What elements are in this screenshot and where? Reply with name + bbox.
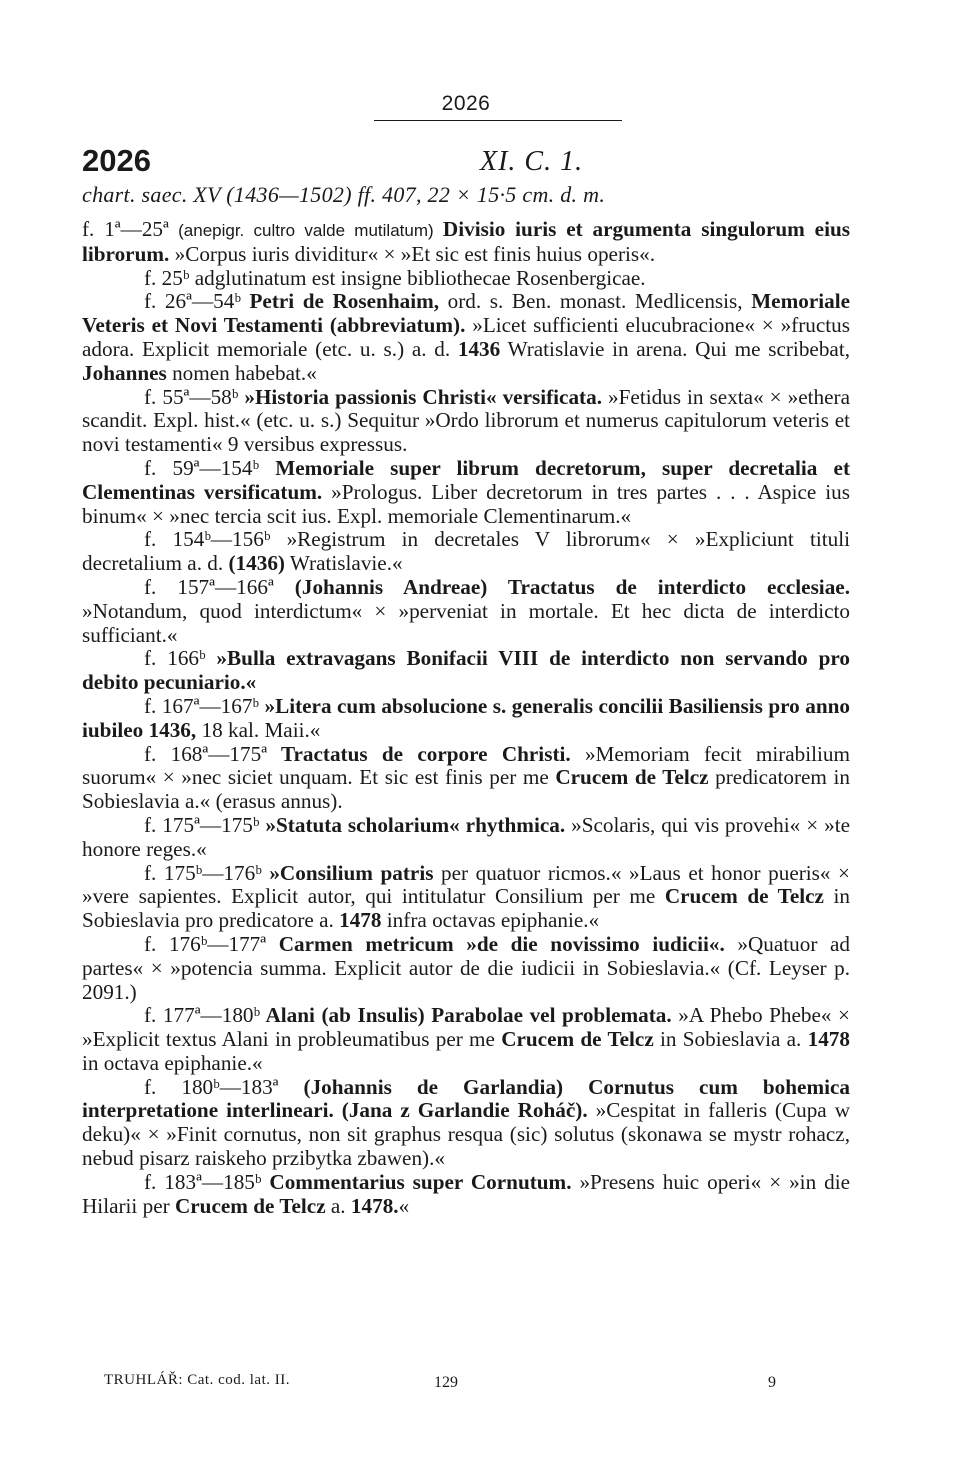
entry-text: »Quatuor ad partes« × »potencia summa. Explicit autor de die iudicii in Sobieslavia.« (Cf. Leyser p. 2091.) xyxy=(82,931,850,1004)
contents-list xyxy=(82,218,850,1218)
folio-range: f. 154ᵇ—156ᵇ xyxy=(144,527,271,552)
folio-range: f. 157ª—166ª xyxy=(144,574,274,599)
entry-title-2: versificata. xyxy=(496,384,603,409)
entry-title: »Consilium patris xyxy=(261,860,434,885)
entry-year: (1436) xyxy=(228,551,285,576)
entry-text-3: infra octavas epiphanie.« xyxy=(381,908,600,933)
entry-year: 1436 xyxy=(457,336,501,361)
entry-title: (Johannis de Garlandia) Cornutus cum bohemica interpretatione interlineari. (Jana z Garlandie Roháč). xyxy=(82,1074,850,1123)
page-footer xyxy=(82,1372,850,1396)
entry-text-2: predicatorem in Sobieslavia a.« (erasus annus). xyxy=(82,765,850,814)
entry-title-2: Memoriale Veteris et Novi Testamenti (abbreviatum). xyxy=(82,289,851,338)
list-item xyxy=(82,862,850,933)
entry-text: adglutinatum est insigne bibliothecae Rosenbergicae. xyxy=(189,265,646,290)
entry-title: Carmen metricum »de die novissimo iudicii«. xyxy=(266,931,725,956)
codex-description: chart. saec. XV (1436—1502) ff. 407, 22 × 15·5 cm. d. m. xyxy=(82,182,606,207)
catalogue-reference: TRUHLÁŘ: Cat. cod. lat. II. xyxy=(104,1372,290,1388)
scribe-name: Crucem de Telcz xyxy=(555,765,709,790)
entry-text: 18 kal. Maii.« xyxy=(196,717,321,742)
list-item xyxy=(82,576,850,647)
entry-text: »Prologus. Liber decretorum in tres partes . . . Aspice ius binum« × »nec tercia scit ius. Expl. memoriale Clementinarum.« xyxy=(82,479,850,528)
list-item xyxy=(82,290,850,385)
page-number: 129 xyxy=(434,1374,458,1391)
folio-range: f. 177ª—180ᵇ xyxy=(144,1003,261,1028)
entry-text: »A Phebo Phebe« × »Explicit textus Alani in probleumatibus per me xyxy=(82,1003,851,1052)
folio-range: f. 175ᵇ—176ᵇ xyxy=(144,860,262,885)
list-item xyxy=(82,386,850,457)
running-head-rule xyxy=(374,120,622,121)
entry-text: »Presens huic operi« × »in die Hilarii per xyxy=(82,1169,850,1218)
folio-range: f. 183ª—185ᵇ xyxy=(144,1169,262,1194)
entry-text-2: Wratislavie.« xyxy=(284,551,403,576)
entry-title: »Litera cum absolucione s. generalis concilii Basiliensis pro anno iubileo 1436, xyxy=(82,693,850,742)
entry-text: per quatuor ricmos.« »Laus et honor pueris« × »vere sapientes. Explicit autor, qui intitulatur Consilium per me xyxy=(82,860,850,909)
entry-title: Alani (ab Insulis) Parabolae vel problemata. xyxy=(260,1003,672,1028)
catalogue-number: 2026 xyxy=(82,143,151,178)
folio-range: f. 180ᵇ—183ª xyxy=(144,1074,279,1099)
entry-text: »Cespitat in falleris (Cupa w deku)« × »Finit cornutus, non sit graphus resqua (sic) solutus (skonawa se mystr rohacz, nebud pisarz raiskeho przibytka zbawen).« xyxy=(82,1098,850,1171)
entry-text-3: Wratislavie in arena. Qui me scribebat, xyxy=(500,336,851,361)
entry-text: »Registrum in decretales V librorum« × »Expliciunt tituli decretalium a. d. xyxy=(82,527,850,576)
list-item xyxy=(82,1076,850,1171)
entry-text-2: in Sobieslavia a. xyxy=(653,1027,808,1052)
catalogue-page xyxy=(82,0,850,1474)
entry-text: »Scolaris, qui vis provehi« × »te honore reges.« xyxy=(82,812,850,861)
entry-title: Divisio iuris et argumenta singulorum eius librorum. xyxy=(82,217,850,266)
entry-year: 1478 xyxy=(339,908,382,933)
list-item xyxy=(82,695,850,743)
entry-text: »Notandum, quod interdictum« × »perveniat in mortale. Et hec dicta de interdicto sufficiant.« xyxy=(82,598,850,647)
entry-title: »Historia passionis Christi« xyxy=(238,384,497,409)
entry-title: (Johannis Andreae) Tractatus de interdicto ecclesiae. xyxy=(273,574,850,599)
entry-title: »Statuta scholarium« rhythmica. xyxy=(259,812,566,837)
entry-text-2: »Licet sufficienti elucubracione« × »fructus adora. Explicit memoriale (etc. u. s.) a. d. xyxy=(82,313,851,361)
entry-title: Commentarius super Cornutum. xyxy=(261,1169,572,1194)
entry-text-2: a. xyxy=(325,1193,351,1218)
entry-text: ord. s. Ben. monast. Medlicensis, xyxy=(439,289,752,314)
entry-text-2: in Sobieslavia pro predicatore a. xyxy=(82,884,850,933)
list-item xyxy=(82,933,850,1004)
list-item xyxy=(82,647,850,695)
scribe-name: Crucem de Telcz xyxy=(664,884,824,909)
scribe-name: Crucem de Telcz xyxy=(501,1027,654,1052)
folio-range: f. 25ᵇ xyxy=(144,265,190,290)
entry-text-3: « xyxy=(398,1193,410,1218)
folio-range: f. 167ª—167ᵇ xyxy=(144,693,259,718)
list-item xyxy=(82,1004,850,1075)
entry-text: »Corpus iuris dividitur« × »Et sic est finis huius operis«. xyxy=(169,241,656,266)
signature-number: 9 xyxy=(768,1374,776,1391)
entry-year: 1478 xyxy=(807,1027,850,1052)
entry-text: »Memoriam fecit mirabilium suorum« × »nec siciet unquam. Et sic est finis per me xyxy=(82,741,851,790)
running-head: 2026 xyxy=(441,92,491,115)
entry-title: Petri de Rosenhaim, xyxy=(240,289,440,314)
list-item xyxy=(82,218,850,267)
list-item xyxy=(82,457,850,528)
entry-text: »Fetidus in sexta« × »ethera scandit. Expl. hist.« (etc. u. s.) Sequitur »Ordo librorum et numerus capitulorum veteris et novi testamenti« 9 versibus expressus. xyxy=(82,384,850,457)
scribe-name: Johannes xyxy=(82,360,167,385)
entry-year: 1478. xyxy=(350,1193,399,1218)
folio-range: f. 59ª—154ᵇ xyxy=(144,455,260,480)
scribe-name: Crucem de Telcz xyxy=(174,1193,326,1218)
entry-note: (anepigr. cultro valde mutilatum) xyxy=(168,221,443,240)
list-item xyxy=(82,814,850,862)
list-item xyxy=(82,743,850,814)
entry-text-3: in octava epiphanie.« xyxy=(82,1050,263,1075)
folio-range: f. 55ª—58ᵇ xyxy=(144,384,239,409)
folio-range: f. 1ª—25ª xyxy=(82,217,169,241)
folio-range: f. 175ª—175ᵇ xyxy=(144,812,260,837)
shelfmark: XI. C. 1. xyxy=(480,146,584,177)
folio-range: f. 176ᵇ—177ª xyxy=(144,931,267,956)
entry-text-4: nomen habebat.« xyxy=(166,360,317,385)
list-item xyxy=(82,1171,850,1219)
list-item xyxy=(82,267,850,291)
entry-title: »Bulla extravagans Bonifacii VIII de interdicto non servando pro debito pecuniario.« xyxy=(82,646,850,695)
entry-title: Tractatus de corpore Christi. xyxy=(267,741,571,766)
folio-range: f. 168ª—175ª xyxy=(144,741,268,766)
list-item xyxy=(82,528,850,576)
folio-range: f. 166ᵇ xyxy=(144,646,206,671)
folio-range: f. 26ª—54ᵇ xyxy=(144,289,241,314)
entry-title: Memoriale super librum decretorum, super decretalia et Clementinas versificatum. xyxy=(82,455,850,504)
